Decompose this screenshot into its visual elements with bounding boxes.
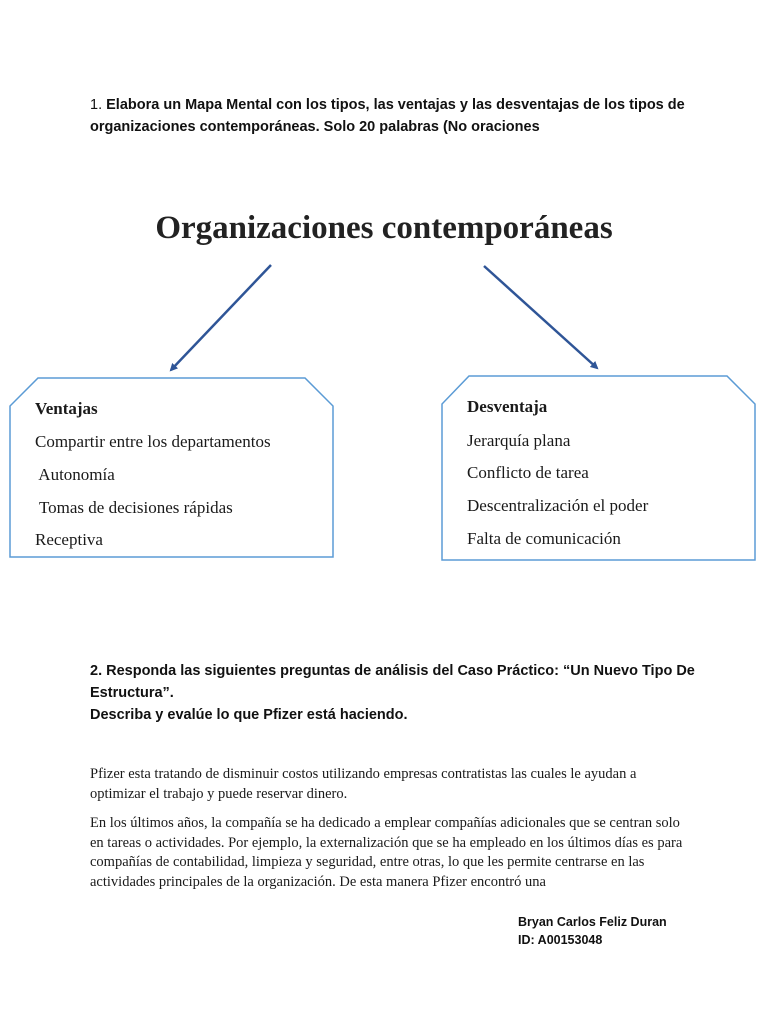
arrow-left bbox=[171, 265, 271, 370]
signature bbox=[518, 913, 667, 949]
desventajas-item: Jerarquía plana bbox=[467, 431, 571, 450]
ventajas-item: Autonomía bbox=[35, 465, 115, 484]
mind-map-title: Organizaciones contemporáneas bbox=[155, 210, 613, 246]
desventajas-item: Conflicto de tarea bbox=[467, 463, 589, 482]
desventajas-heading: Desventaja bbox=[467, 397, 548, 416]
question-2-line-2: Describa y evalúe lo que Pfizer está haciendo. bbox=[90, 707, 408, 723]
question-1-text: Elabora un Mapa Mental con los tipos, las ventajas y las desventajas de los tipos de organizaciones contemporáneas. Solo 20 palabras (No oraciones bbox=[90, 97, 685, 135]
desventajas-item: Descentralización el poder bbox=[467, 496, 649, 515]
desventajas-item: Falta de comunicación bbox=[467, 529, 621, 548]
question-2 bbox=[90, 660, 700, 726]
arrow-right bbox=[484, 266, 597, 368]
signature-name: Bryan Carlos Feliz Duran bbox=[518, 915, 667, 929]
ventajas-item: Tomas de decisiones rápidas bbox=[35, 498, 233, 517]
answer-paragraph-2: En los últimos años, la compañía se ha dedicado a emplear compañías adicionales que se centran solo en tareas o actividades. Por ejemplo, la externalización que se ha empleado en los últimos días es para compañías de contabilidad, limpieza y seguridad, entre otras, lo que les permite centrarse en las actividades principales de la organización. De esta manera Pfizer encontró una bbox=[90, 815, 683, 890]
signature-id: ID: A00153048 bbox=[518, 933, 603, 947]
answer-paragraph-1: Pfizer esta tratando de disminuir costos utilizando empresas contratistas las cuales le ayudan a optimizar el trabajo y puede reservar dinero. bbox=[90, 766, 637, 802]
question-1-number: 1. bbox=[90, 97, 103, 113]
ventajas-item: Compartir entre los departamentos bbox=[35, 432, 271, 451]
question-2-line-1: 2. Responda las siguientes preguntas de análisis del Caso Práctico: “Un Nuevo Tipo De Estructura”. bbox=[90, 663, 695, 701]
ventajas-heading: Ventajas bbox=[35, 399, 98, 418]
ventajas-item: Receptiva bbox=[35, 530, 103, 549]
